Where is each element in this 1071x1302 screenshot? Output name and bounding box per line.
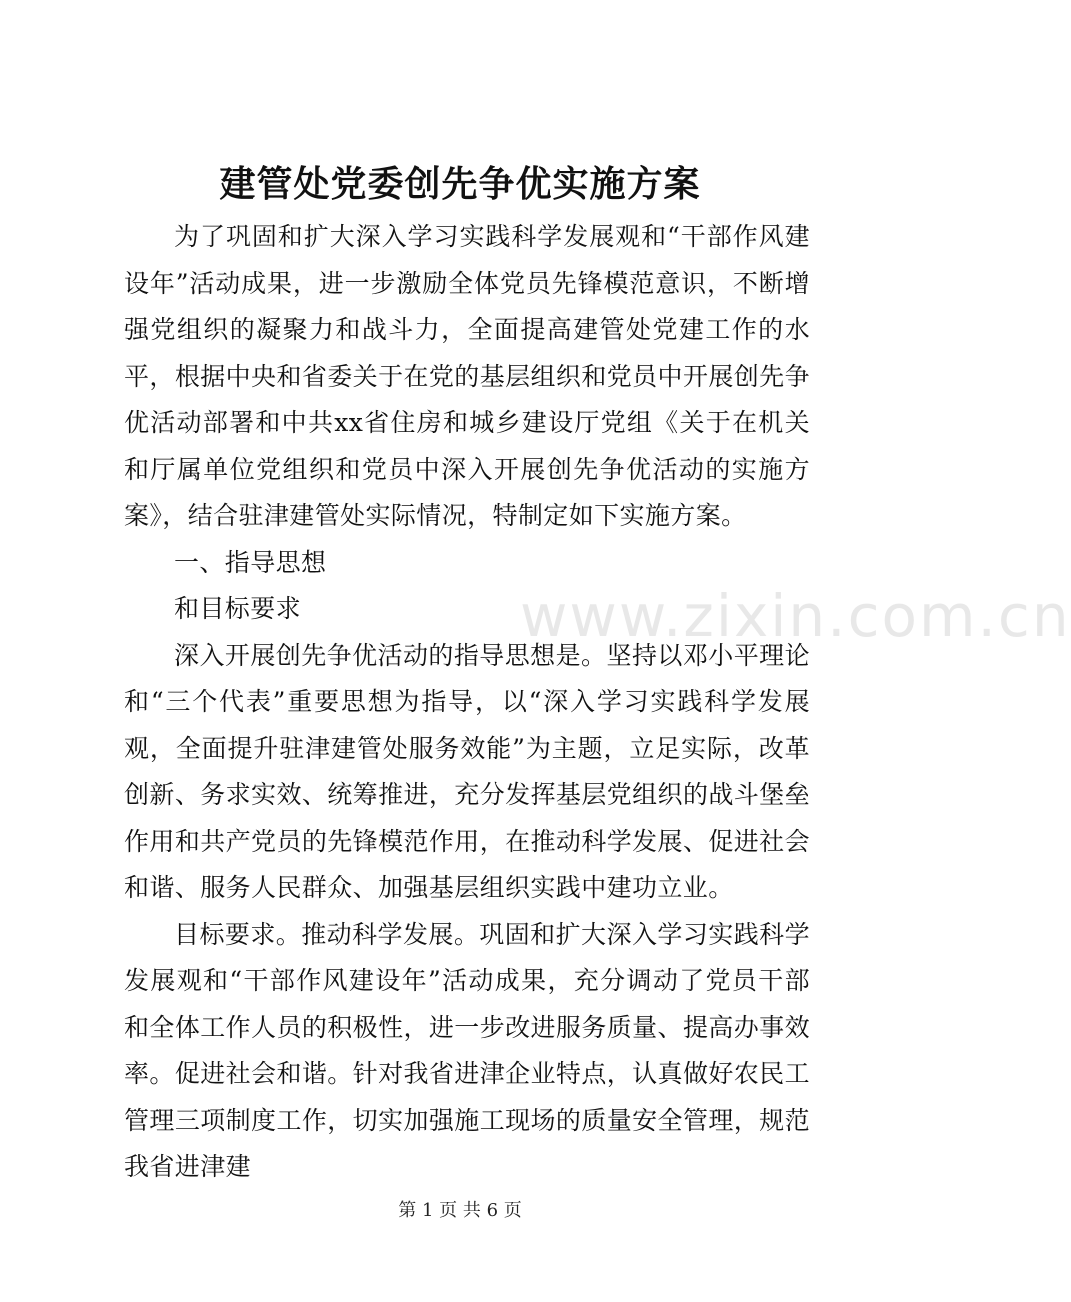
section-heading-1-cont: 和目标要求 (174, 594, 302, 623)
section-heading-1: 一、指导思想 (174, 547, 327, 577)
page-footer: 第 1 页 共 6 页 (398, 1200, 522, 1221)
guiding-ideology-paragraph: 深入开展创先争优活动的指导思想是。坚持以邓小平理论和“三个代表”重要思想为指导，以“深入学习实践科学发展观，全面提升驻津建管处服务效能”为主题，立足实际，改革创新、务求实效、统筹推进，充分发挥基层党组织的战斗堡垒作用和共产党员的先锋模范作用，在推动科学发展、促进社会和谐、服务人民群众、加强基层组织实践中建功立业。 (124, 640, 810, 902)
intro-paragraph: 为了巩固和扩大深入学习实践科学发展观和“干部作风建设年”活动成果，进一步激励全体党员先锋模范意识，不断增强党组织的凝聚力和战斗力，全面提高建管处党建工作的水平，根据中央和省委关于在党的基层组织和党员中开展创先争优活动部署和中共xx省住房和城乡建设厅党组《关于在机关和厅属单位党组织和党员中深入开展创先争优活动的实施方案》，结合驻津建管处实际情况，特制定如下实施方案。 (124, 222, 810, 530)
watermark: www.zixin.com.cn (520, 582, 1071, 650)
goals-paragraph: 目标要求。推动科学发展。巩固和扩大深入学习实践科学发展观和“干部作风建设年”活动成果，充分调动了党员干部和全体工作人员的积极性，进一步改进服务质量、提高办事效率。促进社会和谐。针对我省进津企业特点，认真做好农民工管理三项制度工作，切实加强施工现场的质量安全管理，规范我省进津建 (124, 919, 810, 1181)
document-title: 建管处党委创先争优实施方案 (219, 163, 701, 205)
document-body (124, 214, 810, 1191)
